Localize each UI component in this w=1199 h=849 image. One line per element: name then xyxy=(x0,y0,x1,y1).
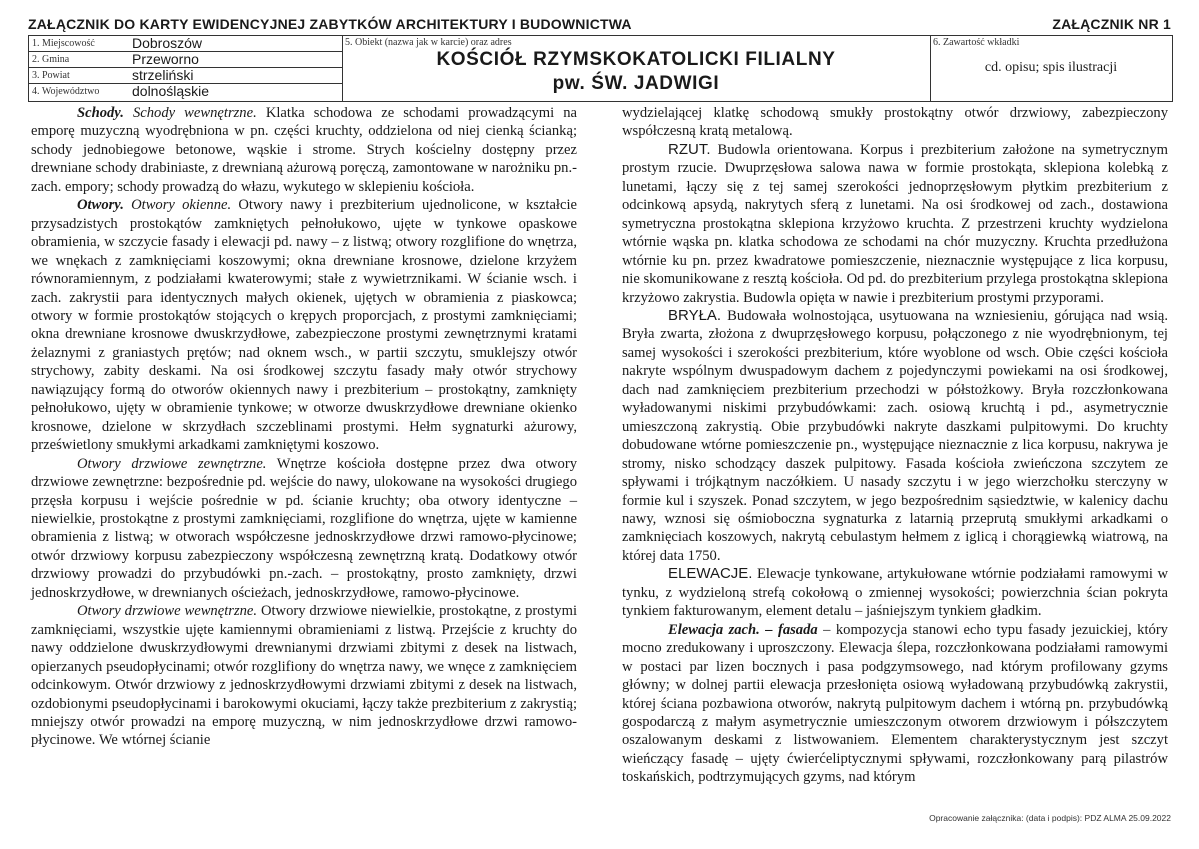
paragraph xyxy=(31,602,577,750)
text-column-right xyxy=(622,104,1168,787)
paragraph-text: Klatka schodowa ze schodami prowadzącymi na emporę muzyczną wyodrębniona w pn. części kruchty, oddzielona od niej cienką ścianką; schody jednobiegowe betonowe, wąskie i strome. Strych kościelny dostępny przez drewniane schody drabiniaste, z drewnianą ażurową poręczą, zamontowane w narożniku pn.-zach. empory; schody prowadzą do włazu, wykutego w sklepieniu kościoła. xyxy=(31,105,577,195)
field-label: 1. Miejscowość xyxy=(32,38,95,49)
paragraph xyxy=(622,104,1168,141)
location-row-miejscowosc xyxy=(29,36,342,52)
paragraph-text: Budowała wolnostojąca, usytuowana na wzniesieniu, górująca nad wsią. Bryła zwarta, złożona z dwuprzęsłowego korpusu, połączonego z nie wyodrębnionym, tej samej wysokości i szerokości prezbiterium, które wyoblone od wsch. Obie części kościoła nakryte wspólnym dwuspadowym dachem z pojedynczymi powiekami na osi środkowej, dach nad zamknięciem prezbiterium przechodzi w półstożkowy. Bryła rozczłonkowana wyładowanymi niskimi przybudówkami: zach. osiową kruchtą i pd., asymetrycznie umieszczoną zakrystią. Obie przybudówki nakryte daszkami pulpitowymi. Do kruchty dobudowane wtórne pomieszczenie pn., występujące nieznacznie z lica korpusu, nakrywa je stromy, nisko schodzący daszek pulpitowy. Fasada kościoła zwieńczona szczytem ze spływami i trójkątnym naczółkiem. U nasady szczytu i w jego wierzchołku sterczyny w formie kul i szyszek. Ponad szczytem, w jego bezpośrednim sąsiedztwie, w kalenicy dachu nawy, wznosi się ośmioboczna sygnaturka z latarnią przeprutą smukłymi arkadkami o zamknięciach koszowych, nakrytą cebulastym hełmem z iglicą i chorągiewką wiatrową, na której data 1750. xyxy=(622,307,1168,564)
paragraph xyxy=(622,621,1168,787)
document-header xyxy=(28,16,1171,36)
attachment-title: ZAŁĄCZNIK DO KARTY EWIDENCYJNEJ ZABYTKÓW ARCHITEKTURY I BUDOWNICTWA xyxy=(28,16,632,32)
paragraph-text: Wnętrze kościoła dostępne przez dwa otwory drzwiowe zewnętrzne: bezpośrednie pd. wejście do nawy, ulokowane na wysokości drugiego przęsła korpusu i wejście pośrednie w pd. ścianie kruchty; oba otwory identyczne – niewielkie, prostokątne z prostymi zamknięciami, rozglifione do wnętrza, ujęte w kamienne obramienia z listwą; w otworach współczesne jednoskrzydłowe drzwi ramowo-płycinowe; otwór drzwiowy korpusu zabezpieczony współczesną zewnętrzną kratą. Dodatkowy otwór drzwiowy prowadzi do przybudówki pn.-zach. – prostokątny, prosto zamknięty, drzwi jednoskrzydłowe, w drewnianych ościeżach, jednoskrzydłowe, ramowo-płycinowe. xyxy=(31,455,577,601)
field-value: Przeworno xyxy=(132,51,199,67)
object-name-line2: pw. ŚW. JADWIGI xyxy=(552,73,720,94)
section-heading: ELEWACJE. xyxy=(668,565,753,583)
paragraph-text: Budowla orientowana. Korpus i prezbiterium założone na symetrycznym prostym rzucie. Dwuprzęsłowa salowa nawa w formie prostokąta, sklepiona kolebką z lunetami, łączy się z tej samej szerokości jednoprzęsłowym płytkim prezbiterium z odcinkową apsydą, nakrytych sferą z lunetami. Na osi środkowej od zach., dostawiona symetryczna prostokątna sklepiona krzyżowo kruchta. Z przestrzeni kruchty wydzielona wtórnie wąska pn. klatka schodowa ze schodami na chór muzyczny. Kruchta przedłużona wtórnie ku pn. przez kwadratowe pomieszczenie, nieznacznie występujące z lica korpusu, nie skomunikowane z resztą kościoła. Od pd. do prezbiterium przylega prostokątna sklepiona krzyżowo zakrystia. Budowla opięta w nawie i prezbiterium prostymi przyporami. xyxy=(622,141,1169,306)
paragraph-text: – kompozycja stanowi echo typu fasady jezuickiej, który mocno zredukowany i uproszczony. Elewacja ślepa, rozczłonkowana podziałami ramowymi w postaci par lizen bocznych i pasa podgzymsowego, nad którym profilowany gzyms główny; w dolnej partii elewacja przesłonięta osiową wyładowaną przybudówką zakrystii, której ściana pozbawiona otworów, nakrytą pulpitowym dachem i wtórną pn. przybudówką gospodarczą z małym asymetrycznie umieszczonym otworem drzwiowym i półszczytem oszalowanym deskami z listwowaniem. Elementem charakterystycznym jest szczyt wieńczący fasadę – ujęty ćwierćeliptycznymi spływami, rozczłonkowany parą pilastrów toskańskich, podtrzymujących gzyms, nad którym xyxy=(622,621,1168,786)
contents-label: 6. Zawartość wkładki xyxy=(933,37,1020,48)
paragraph xyxy=(31,104,577,196)
subsection-heading: Otwory okienne. xyxy=(131,197,232,214)
location-row-gmina xyxy=(29,52,342,68)
section-heading: Elewacja zach. – fasada xyxy=(668,621,818,638)
contents-cell xyxy=(930,36,1172,101)
section-heading: BRYŁA. xyxy=(668,306,722,324)
field-label: 2. Gmina xyxy=(32,54,70,65)
paragraph-text: wydzielającej klatkę schodową smukły prostokątny otwór drzwiowy, zabezpieczony współczesną kratą metalową. xyxy=(622,105,1168,140)
subsection-heading: Otwory drzwiowe zewnętrzne. xyxy=(77,455,267,472)
field-label: 3. Powiat xyxy=(32,70,70,81)
section-heading: Schody. xyxy=(77,105,124,121)
location-row-wojewodztwo xyxy=(29,84,342,101)
subsection-heading: Otwory drzwiowe wewnętrzne. xyxy=(77,603,258,620)
paragraph xyxy=(31,455,577,603)
paragraph xyxy=(622,565,1168,620)
subsection-heading: Schody wewnętrzne. xyxy=(132,105,257,121)
paragraph-text: Otwory nawy i prezbiterium ujednolicone, w kształcie przysadzistych prostokątów zamkniętych pełnołukowo, ujęte w tynkowe opaskowe obramienia, w szczycie fasady i elewacji pd. nawy – z listwą; otwory rozglifione do wnętrza, we wnękach z zamknięciami koszowymi; okna drewniane krosnowe, dzielone krzyżem równoramiennym, z podziałami kwaterowymi; stałe z wywietrznikami. W ścianie wsch. i zach. zakrystii para identycznych małych okienek, ujętych w obramienia z piaskowca; otwory w formie prostokątów stojących o krępych proporcjach, z prostymi zamknięciami; okna drewniane krosnowe dwuskrzydłowe, zabezpieczone prostymi zewnętrznymi kratami żelaznymi z graniastych prętów; nad oknem wsch., w partii szczytu, smuklejszy otwór strychowy, zabity deskami. Na osi środkowej szczytu fasady mały otwór strychowy nawiązujący formą do otworów okiennych nawy i prezbiterium – prostokątny, zamknięty pełnołukowo, ujęty w obramienie tynkowe; w otworze dwuskrzydłowe drewniane okienko krosnowe, dzielone w skrzydłach szczeblinami prostymi. Hełm sygnaturki ażurowy, prześwietlony smukłymi arkadkami zamkniętymi koszowo. xyxy=(31,197,577,454)
section-heading: Otwory. xyxy=(77,197,124,214)
header-table xyxy=(28,35,1173,102)
section-heading: RZUT. xyxy=(668,140,711,158)
footer-note: Opracowanie załącznika: (data i podpis): PDZ ALMA 25.09.2022 xyxy=(929,813,1171,823)
field-value: Dobroszów xyxy=(132,35,203,51)
field-value: dolnośląskie xyxy=(132,83,210,99)
attachment-number: ZAŁĄCZNIK NR 1 xyxy=(1052,16,1171,32)
paragraph xyxy=(31,196,577,454)
paragraph-text: Elewacje tynkowane, artykułowane wtórnie podziałami ramowymi w tynku, z wydzieloną strefą cokołową o zmiennej wysokości; powierzchnia ścian pokryta tynkiem fakturowanym, element detalu – jaśniejszym tynkiem gładkim. xyxy=(622,566,1168,620)
text-column-left xyxy=(31,104,577,750)
object-label: 5. Obiekt (nazwa jak w karcie) oraz adres xyxy=(345,37,512,48)
field-label: 4. Województwo xyxy=(32,86,100,97)
contents-value: cd. opisu; spis ilustracji xyxy=(984,60,1118,75)
paragraph xyxy=(622,141,1168,307)
object-name-line1: KOŚCIÓŁ RZYMSKOKATOLICKI FILIALNY xyxy=(436,49,836,70)
paragraph-text: Otwory drzwiowe niewielkie, prostokątne, z prostymi zamknięciami, wszystkie ujęte kamiennymi obramieniami z listwą. Przejście z kruchty do nawy oddzielone dwuskrzydłowymi drewnianymi drzwiami zbitymi z desek na listwach, opierzanych pseudopłycinami; otwór rozglifiony do wnętrza nawy, we wnęce z zamknięciem odcinkowym. Otwór drzwiowy z jednoskrzydłowymi drzwiami zbitymi z desek na listwach, ozdobionymi pseudopłycinami i barokowymi okuciami, łączy także prezbiterium z zakrystią; mniejszy otwór prowadzi na emporę muzyczną, w nim jednoskrzydłowe drzwi ramowo-płycinowe. We wtórnej ścianie xyxy=(31,603,577,749)
object-name-cell xyxy=(342,36,931,101)
field-value: strzeliński xyxy=(132,67,194,83)
paragraph xyxy=(622,307,1168,565)
location-fields xyxy=(29,36,343,101)
location-row-powiat xyxy=(29,68,342,84)
